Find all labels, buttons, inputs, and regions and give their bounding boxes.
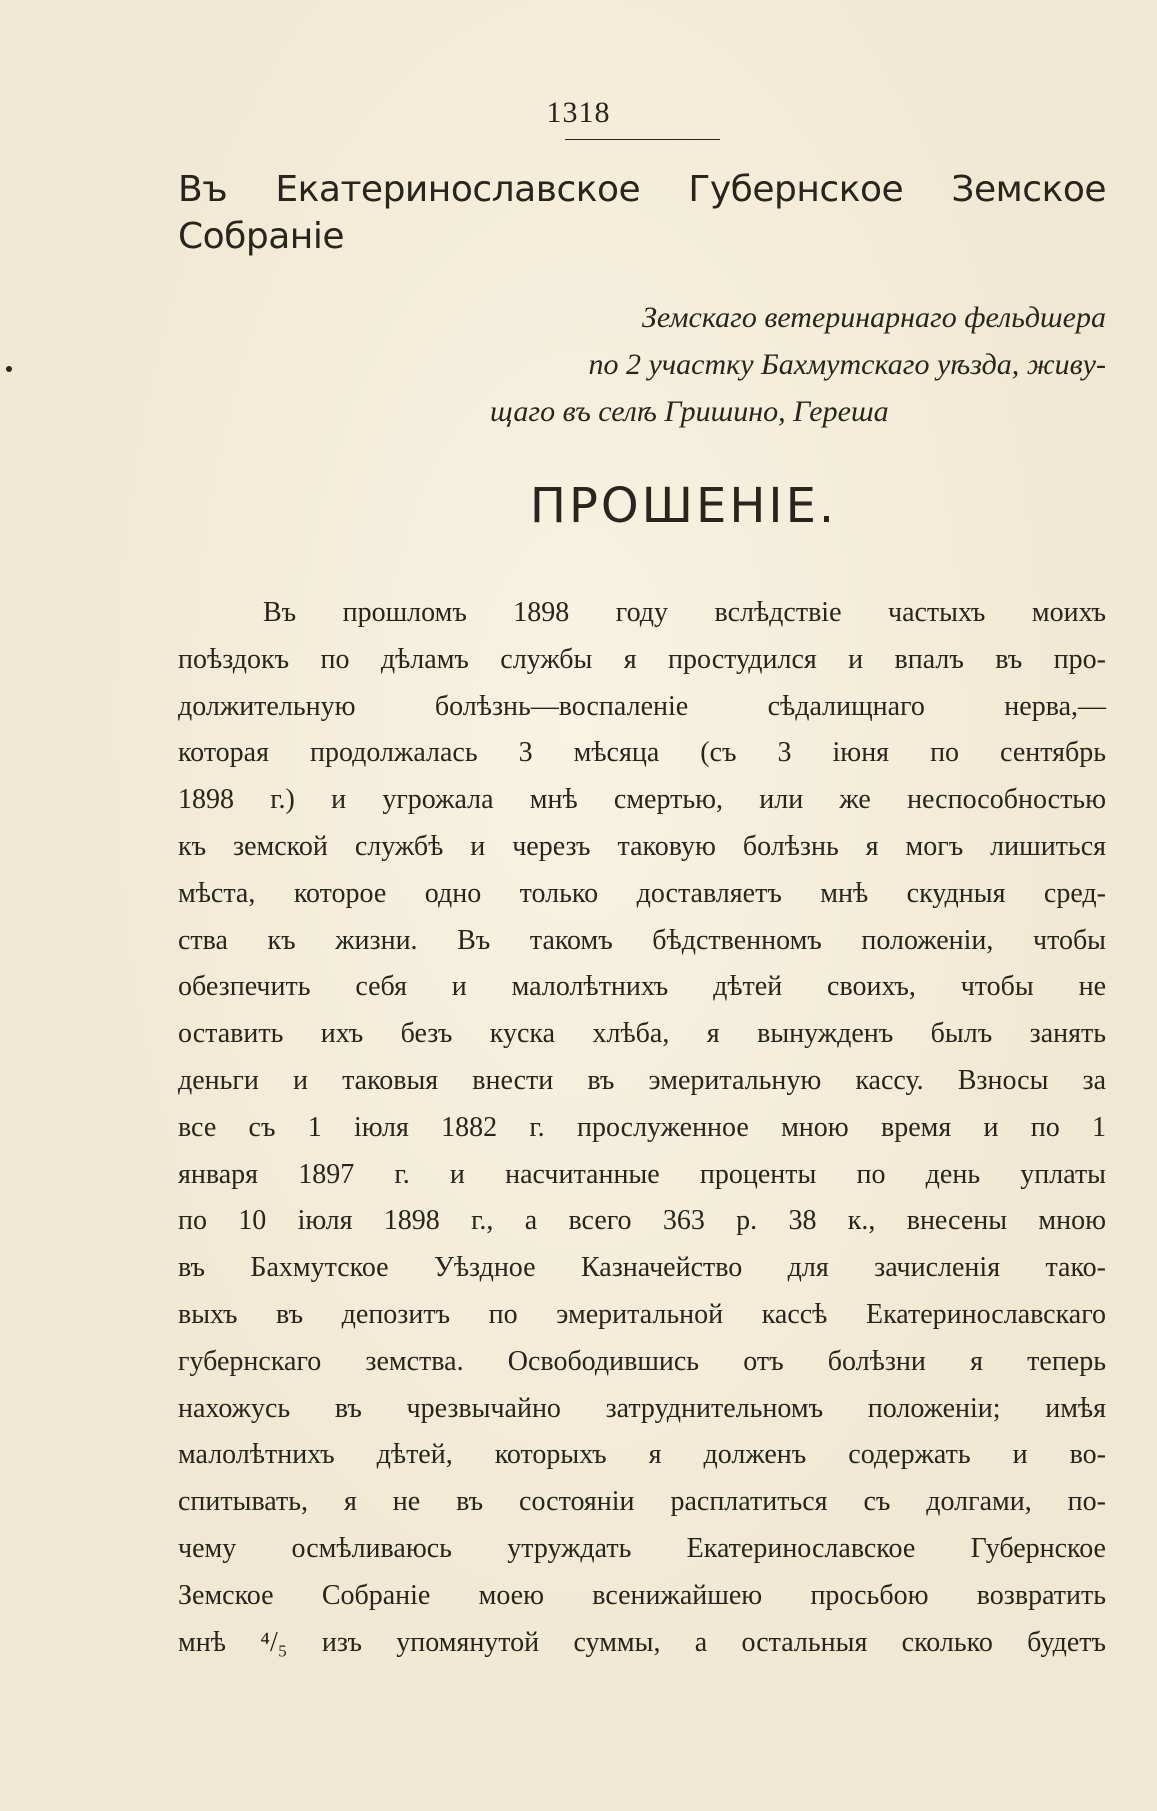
petitioner-line-2: по 2 участку Бахмутскаго уѣзда, живу- xyxy=(588,348,1106,381)
body-line: чему осмѣливаюсь утруждать Екатеринославское Губернское xyxy=(178,1532,1106,1564)
petitioner-line-3: щаго въ селѣ Гришино, Гереша xyxy=(490,395,889,428)
body-line: все съ 1 іюля 1882 г. прослуженное мною время и по 1 xyxy=(178,1111,1106,1143)
body-line: мнѣ ⁴/₅ изъ упомянутой суммы, а остальныя сколько будетъ xyxy=(178,1626,1106,1658)
petition-body xyxy=(178,590,1106,1666)
body-line: нахожусь въ чрезвычайно затруднительномъ положеніи; имѣя xyxy=(178,1392,1106,1424)
address-heading: Въ Екатеринославское Губернское Земское Собраніе xyxy=(178,169,1106,257)
body-line: къ земской службѣ и черезъ таковую болѣзнь я могъ лишиться xyxy=(178,830,1106,862)
page-number: 1318 xyxy=(546,96,611,129)
body-line: въ Бахмутское Уѣздное Казначейство для зачисленія тако- xyxy=(178,1252,1106,1284)
body-line: выхъ въ депозитъ по эмеритальной кассѣ Екатеринославскаго xyxy=(178,1298,1106,1330)
body-line: мѣста, которое одно только доставляетъ мнѣ скудныя сред- xyxy=(178,877,1106,909)
body-line: по 10 іюля 1898 г., а всего 363 р. 38 к., внесены мною xyxy=(178,1205,1106,1237)
body-line: 1898 г.) и угрожала мнѣ смертью, или же неспособностью xyxy=(178,784,1106,816)
body-line: должительную болѣзнь—воспаленіе сѣдалищнаго нерва,— xyxy=(178,690,1106,722)
body-line: деньги и таковыя внести въ эмеритальную кассу. Взносы за xyxy=(178,1064,1106,1096)
body-line: оставить ихъ безъ куска хлѣба, я вынужденъ былъ занять xyxy=(178,1018,1106,1050)
body-line: января 1897 г. и насчитанные проценты по день уплаты xyxy=(178,1158,1106,1190)
petitioner-line-1: Земскаго ветеринарнаго фельдшера xyxy=(641,301,1106,334)
body-line: которая продолжалась 3 мѣсяца (съ 3 іюня по сентябрь xyxy=(178,737,1106,769)
body-line: малолѣтнихъ дѣтей, которыхъ я долженъ содержать и во- xyxy=(178,1439,1106,1471)
document-title: ПРОШЕНІЕ. xyxy=(529,478,838,534)
margin-dot-mark xyxy=(6,366,12,372)
body-line: спитывать, я не въ состояніи расплатиться съ долгами, по- xyxy=(178,1486,1106,1518)
body-line: ства къ жизни. Въ такомъ бѣдственномъ положеніи, чтобы xyxy=(178,924,1106,956)
body-line: губернскаго земства. Освободившись отъ болѣзни я теперь xyxy=(178,1345,1106,1377)
body-line: Земское Собраніе моею всенижайшею просьбою возвратить xyxy=(178,1579,1106,1611)
page-number-rule xyxy=(565,139,720,140)
body-line: Въ прошломъ 1898 году вслѣдствіе частыхъ моихъ xyxy=(263,597,1106,628)
body-line: поѣздокъ по дѣламъ службы я простудился и впалъ въ про- xyxy=(178,643,1106,675)
body-line: обезпечить себя и малолѣтнихъ дѣтей своихъ, чтобы не xyxy=(178,971,1106,1003)
petitioner-block xyxy=(470,294,1106,435)
